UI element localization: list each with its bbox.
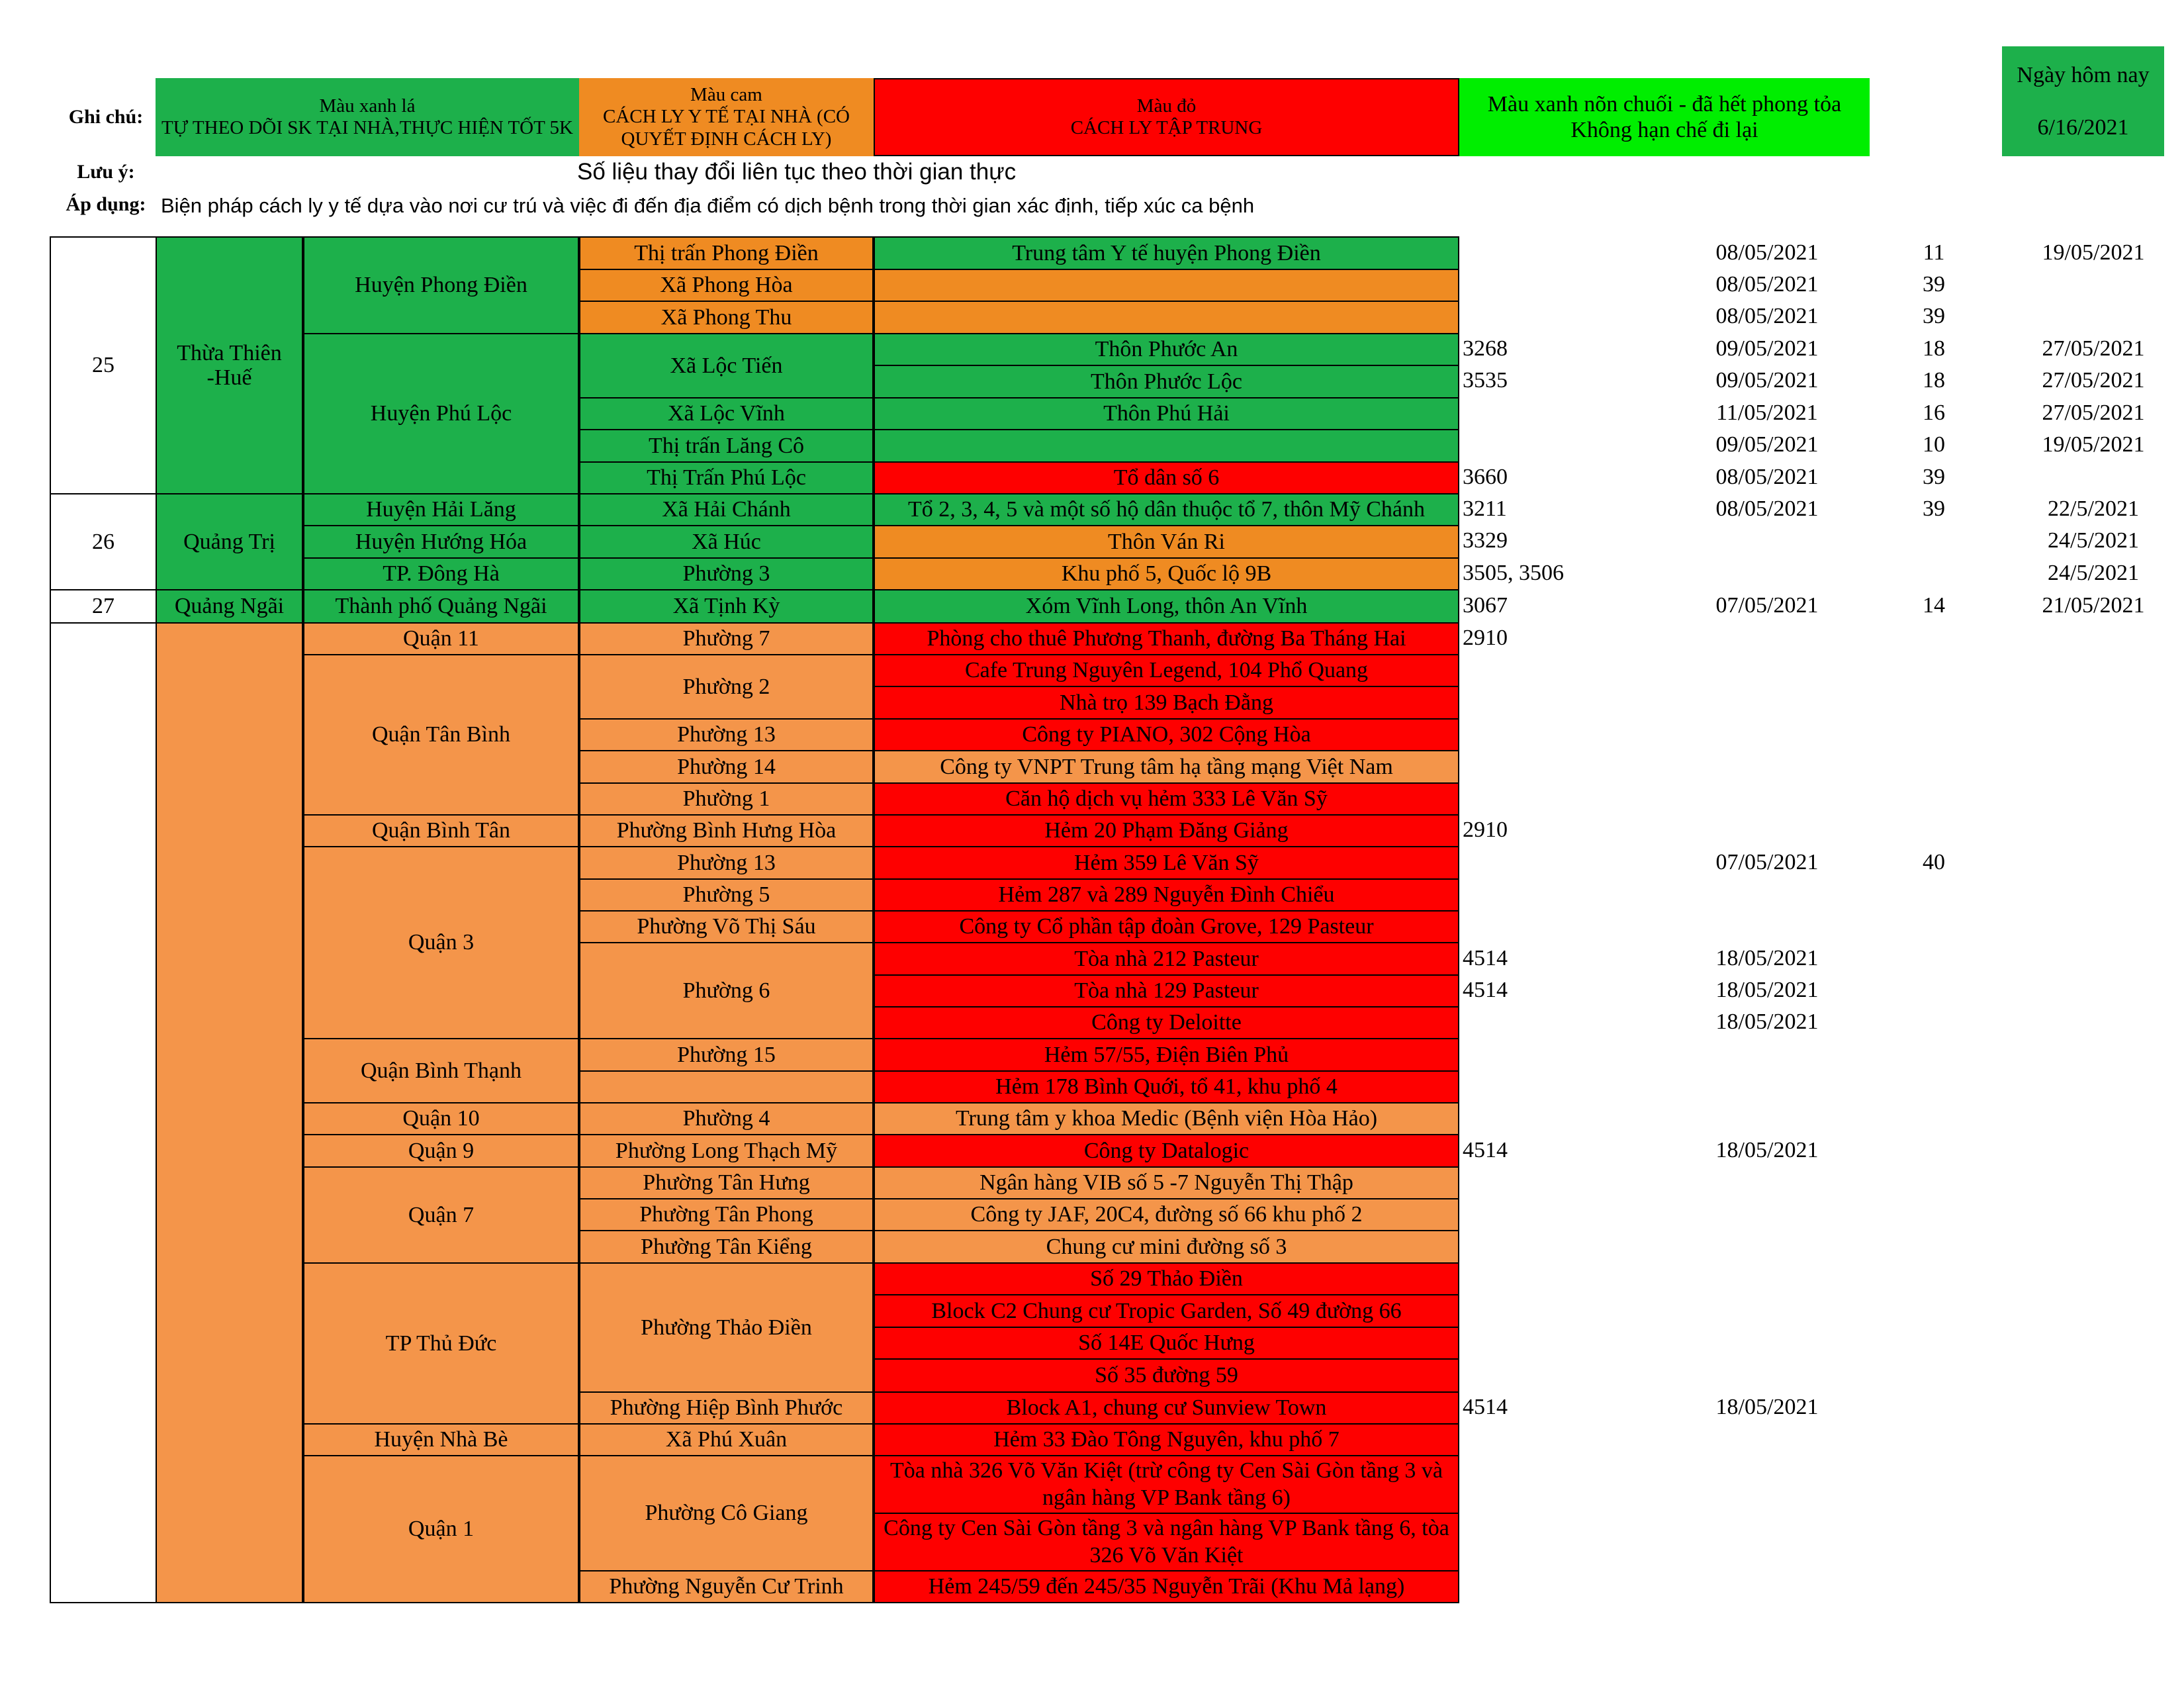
stt-cell-text: 27 bbox=[92, 594, 114, 619]
ward-cell-text: Phường Cô Giang bbox=[645, 1501, 808, 1526]
legend-red-title: Màu đỏ bbox=[1136, 95, 1197, 117]
stt-cell bbox=[50, 622, 156, 1603]
location-cell-text: Tòa nhà 326 Võ Văn Kiệt (trừ công ty Cen Sài Gòn tầng 3 và ngân hàng VP Bank tầng 6) bbox=[890, 1458, 1443, 1510]
district-cell-text: Huyện Phú Lộc bbox=[370, 401, 512, 426]
ward-cell bbox=[579, 557, 874, 590]
location-cell-text: Số 35 đường 59 bbox=[1095, 1363, 1238, 1388]
ward-cell-text: Phường Nguyễn Cư Trinh bbox=[609, 1574, 844, 1599]
luu-y-text: Số liệu thay đổi liên tục theo thời gian thực bbox=[577, 159, 1017, 185]
location-cell bbox=[874, 589, 1459, 624]
ward-cell bbox=[579, 846, 874, 880]
ward-cell bbox=[579, 397, 874, 430]
location-cell-text: Tổ 2, 3, 4, 5 và một số hộ dân thuộc tổ 7, thôn Mỹ Chánh bbox=[907, 496, 1425, 522]
location-cell-text: Tòa nhà 129 Pasteur bbox=[1074, 978, 1259, 1004]
case-code: 3211 bbox=[1463, 496, 1507, 521]
ward-cell-text: Thị trấn Phong Điền bbox=[634, 240, 819, 265]
province-cell bbox=[156, 622, 303, 1603]
ward-cell-text: Xã Lộc Tiến bbox=[670, 353, 783, 378]
case-code: 4514 bbox=[1463, 1395, 1508, 1419]
location-cell-text: Thôn Phước An bbox=[1095, 337, 1238, 362]
location-cell bbox=[874, 1102, 1459, 1135]
district-cell bbox=[303, 846, 579, 1039]
ward-cell-text: Phường Võ Thị Sáu bbox=[637, 914, 816, 939]
location-cell-text: Hẻm 178 Bình Quới, tổ 41, khu phố 4 bbox=[995, 1074, 1338, 1100]
district-cell-text: Quận Bình Tân bbox=[371, 818, 510, 843]
ward-cell-text: Phường 2 bbox=[682, 674, 770, 699]
ward-cell-text: Phường 14 bbox=[677, 754, 776, 779]
location-cell bbox=[874, 718, 1459, 751]
case-code: 3535 bbox=[1463, 368, 1508, 393]
district-cell-text: Quận 9 bbox=[408, 1138, 475, 1163]
district-cell bbox=[303, 1262, 579, 1425]
location-cell-text: Xóm Vĩnh Long, thôn An Vĩnh bbox=[1025, 594, 1308, 619]
province-cell bbox=[156, 236, 303, 494]
start-date: 18/05/2021 bbox=[1715, 1395, 1819, 1419]
location-cell bbox=[874, 397, 1459, 430]
province-cell-text: Quảng Ngãi bbox=[174, 594, 285, 619]
district-cell-text: Quận Tân Bình bbox=[371, 722, 510, 747]
location-cell bbox=[874, 1570, 1459, 1603]
ward-cell bbox=[579, 1230, 874, 1264]
location-cell-text: Công ty JAF, 20C4, đường số 66 khu phố 2 bbox=[970, 1202, 1363, 1227]
ward-cell bbox=[579, 718, 874, 751]
location-cell-text: Ngân hàng VIB số 5 -7 Nguyễn Thị Thập bbox=[979, 1170, 1353, 1196]
location-cell-text: Cafe Trung Nguyên Legend, 104 Phổ Quang bbox=[964, 658, 1369, 683]
end-date: 27/05/2021 bbox=[2042, 368, 2145, 393]
start-date: 07/05/2021 bbox=[1715, 850, 1819, 874]
location-cell-text: Chung cư mini đường số 3 bbox=[1046, 1234, 1287, 1259]
province-cell-text: Quảng Trị bbox=[183, 529, 275, 554]
ward-cell bbox=[579, 1070, 874, 1103]
start-date: 08/05/2021 bbox=[1715, 465, 1819, 489]
stt-cell bbox=[50, 236, 156, 494]
location-cell bbox=[874, 1198, 1459, 1231]
location-cell bbox=[874, 1423, 1459, 1456]
ward-cell bbox=[579, 1102, 874, 1135]
location-cell-text: Phòng cho thuê Phương Thanh, đường Ba Tháng Hai bbox=[927, 626, 1406, 651]
district-cell-text: Quận 3 bbox=[408, 930, 475, 955]
location-cell-text: Tổ dân số 6 bbox=[1113, 465, 1220, 491]
location-cell bbox=[874, 942, 1459, 976]
case-code: 4514 bbox=[1463, 946, 1508, 970]
start-date: 08/05/2021 bbox=[1715, 304, 1819, 328]
ward-cell bbox=[579, 1391, 874, 1425]
legend-orange-title: Màu cam bbox=[690, 83, 762, 105]
case-code: 2910 bbox=[1463, 818, 1508, 842]
today-label: Ngày hôm nay bbox=[2017, 62, 2150, 87]
start-date: 09/05/2021 bbox=[1715, 432, 1819, 457]
location-cell bbox=[874, 236, 1459, 270]
case-code: 4514 bbox=[1463, 1138, 1508, 1162]
start-date: 18/05/2021 bbox=[1715, 978, 1819, 1002]
location-cell-text: Khu phố 5, Quốc lộ 9B bbox=[1061, 561, 1272, 586]
ward-cell-text: Xã Hải Chánh bbox=[662, 497, 791, 522]
end-date: 22/5/2021 bbox=[2048, 496, 2139, 521]
location-cell bbox=[874, 1262, 1459, 1295]
location-cell bbox=[874, 525, 1459, 559]
location-cell bbox=[874, 429, 1459, 463]
location-cell bbox=[874, 365, 1459, 399]
ward-cell-text: Phường 13 bbox=[677, 722, 776, 747]
location-cell bbox=[874, 1327, 1459, 1360]
location-cell bbox=[874, 878, 1459, 912]
ap-dung-text: Biện pháp cách ly y tế dựa vào nơi cư trú và việc đi đến địa điểm có dịch bệnh trong thời gian xác định, tiếp xúc ca bệnh bbox=[161, 194, 1255, 217]
ward-cell-text: Xã Tịnh Kỳ bbox=[672, 594, 780, 619]
location-cell-text: Hẻm 245/59 đến 245/35 Nguyễn Trãi (Khu Mả lạng) bbox=[928, 1574, 1405, 1599]
location-cell bbox=[874, 686, 1459, 720]
ward-cell bbox=[579, 461, 874, 494]
end-date: 19/05/2021 bbox=[2042, 432, 2145, 457]
location-cell-text: Công ty Datalogic bbox=[1083, 1138, 1250, 1163]
district-cell-text: Huyện Hướng Hóa bbox=[355, 529, 527, 554]
location-cell-text: Công ty VNPT Trung tâm hạ tầng mạng Việt Nam bbox=[940, 754, 1393, 779]
location-cell bbox=[874, 1230, 1459, 1264]
province-cell bbox=[156, 493, 303, 590]
location-cell bbox=[874, 814, 1459, 847]
ward-cell bbox=[579, 493, 874, 526]
location-cell-text: Căn hộ dịch vụ hẻm 333 Lê Văn Sỹ bbox=[1005, 786, 1328, 812]
location-cell bbox=[874, 1006, 1459, 1039]
location-cell bbox=[874, 1455, 1459, 1514]
start-date: 18/05/2021 bbox=[1715, 946, 1819, 970]
ward-cell-text: Thị trấn Lăng Cô bbox=[648, 433, 805, 458]
ward-cell bbox=[579, 429, 874, 463]
day-count: 40 bbox=[1923, 850, 1945, 874]
location-cell-text: Hẻm 287 và 289 Nguyễn Đình Chiểu bbox=[998, 882, 1335, 908]
today-value: 6/16/2021 bbox=[2037, 115, 2129, 140]
district-cell-text: Huyện Phong Điền bbox=[355, 273, 527, 298]
ward-cell-text: Xã Húc bbox=[692, 529, 761, 554]
location-cell bbox=[874, 782, 1459, 816]
ward-cell bbox=[579, 269, 874, 302]
day-count: 18 bbox=[1923, 368, 1945, 393]
end-date: 27/05/2021 bbox=[2042, 400, 2145, 425]
location-cell bbox=[874, 333, 1459, 366]
location-cell bbox=[874, 493, 1459, 526]
ward-cell bbox=[579, 301, 874, 334]
legend-lime-text: Không hạn chế đi lại bbox=[1570, 118, 1758, 142]
location-cell bbox=[874, 1358, 1459, 1393]
ap-dung-label: Áp dụng: bbox=[66, 193, 146, 215]
legend-label: Ghi chú: bbox=[68, 106, 144, 128]
location-cell-text: Block A1, chung cư Sunview Town bbox=[1006, 1395, 1327, 1421]
day-count: 16 bbox=[1923, 400, 1945, 425]
day-count: 39 bbox=[1923, 465, 1945, 489]
ward-cell bbox=[579, 589, 874, 624]
end-date: 27/05/2021 bbox=[2042, 336, 2145, 361]
day-count: 39 bbox=[1923, 272, 1945, 297]
legend-red-text: CÁCH LY TẬP TRUNG bbox=[1070, 117, 1263, 138]
location-cell-text: Hẻm 57/55, Điện Biên Phủ bbox=[1044, 1042, 1289, 1067]
location-cell bbox=[874, 1134, 1459, 1168]
case-code: 3268 bbox=[1463, 336, 1508, 361]
location-cell bbox=[874, 1513, 1459, 1571]
start-date: 11/05/2021 bbox=[1716, 400, 1818, 425]
district-cell bbox=[303, 333, 579, 494]
location-cell bbox=[874, 654, 1459, 687]
location-cell bbox=[874, 910, 1459, 943]
end-date: 21/05/2021 bbox=[2042, 593, 2145, 618]
location-cell-text: Số 14E Quốc Hưng bbox=[1078, 1331, 1255, 1356]
table-left-border bbox=[50, 236, 51, 1602]
district-cell-text: Huyện Hải Lăng bbox=[366, 497, 516, 522]
district-cell bbox=[303, 557, 579, 590]
start-date: 18/05/2021 bbox=[1715, 1009, 1819, 1034]
ward-cell bbox=[579, 1166, 874, 1199]
district-cell bbox=[303, 814, 579, 847]
location-cell bbox=[874, 557, 1459, 590]
day-count: 11 bbox=[1923, 240, 1945, 265]
district-cell-text: TP Thủ Đức bbox=[385, 1331, 497, 1356]
ward-cell bbox=[579, 1423, 874, 1456]
start-date: 08/05/2021 bbox=[1715, 496, 1819, 521]
ward-cell-text: Phường 3 bbox=[682, 561, 770, 586]
district-cell-text: Quận 11 bbox=[403, 626, 479, 651]
district-cell bbox=[303, 1455, 579, 1603]
case-code: 3329 bbox=[1463, 528, 1508, 553]
location-cell bbox=[874, 1391, 1459, 1425]
location-cell-text: Nhà trọ 139 Bạch Đằng bbox=[1060, 690, 1273, 715]
district-cell bbox=[303, 654, 579, 816]
ward-cell-text: Xã Phú Xuân bbox=[665, 1427, 788, 1452]
start-date: 09/05/2021 bbox=[1715, 336, 1819, 361]
stt-cell bbox=[50, 589, 156, 624]
location-cell bbox=[874, 1070, 1459, 1103]
ward-cell-text: Phường Tân Kiểng bbox=[641, 1234, 812, 1259]
ward-cell bbox=[579, 622, 874, 655]
ward-cell-text: Phường Long Thạch Mỹ bbox=[615, 1138, 838, 1163]
location-cell-text: Công ty Deloitte bbox=[1091, 1010, 1242, 1035]
district-cell bbox=[303, 1166, 579, 1264]
location-cell bbox=[874, 750, 1459, 784]
district-cell bbox=[303, 525, 579, 559]
ward-cell bbox=[579, 654, 874, 720]
ward-cell bbox=[579, 333, 874, 399]
day-count: 39 bbox=[1923, 496, 1945, 521]
ward-cell bbox=[579, 1198, 874, 1231]
ward-cell-text: Phường 5 bbox=[682, 882, 770, 908]
location-cell bbox=[874, 301, 1459, 334]
ward-cell bbox=[579, 942, 874, 1039]
day-count: 10 bbox=[1923, 432, 1945, 457]
district-cell-text: TP. Đông Hà bbox=[383, 561, 500, 586]
location-cell bbox=[874, 269, 1459, 302]
case-code: 2910 bbox=[1463, 626, 1508, 650]
legend-green-text: TỰ THEO DÕI SK TẠI NHÀ,THỰC HIỆN TỐT 5K bbox=[161, 117, 573, 138]
location-cell-text: Tòa nhà 212 Pasteur bbox=[1074, 946, 1259, 971]
ward-cell bbox=[579, 1262, 874, 1393]
location-cell bbox=[874, 1294, 1459, 1328]
stt-cell bbox=[50, 493, 156, 590]
luu-y-label: Lưu ý: bbox=[77, 161, 135, 183]
district-cell bbox=[303, 1102, 579, 1135]
ward-cell bbox=[579, 1455, 874, 1571]
location-cell-text: Trung tâm Y tế huyện Phong Điền bbox=[1012, 240, 1321, 265]
ward-cell bbox=[579, 910, 874, 943]
case-code: 4514 bbox=[1463, 978, 1508, 1002]
ward-cell-text: Phường 6 bbox=[682, 978, 770, 1003]
ward-cell-text: Phường Thảo Điền bbox=[641, 1315, 812, 1340]
start-date: 07/05/2021 bbox=[1715, 593, 1819, 618]
location-cell-text: Công ty Cổ phần tập đoàn Grove, 129 Pasteur bbox=[959, 914, 1374, 939]
case-code: 3660 bbox=[1463, 465, 1508, 489]
start-date: 18/05/2021 bbox=[1715, 1138, 1819, 1162]
end-date: 24/5/2021 bbox=[2048, 561, 2139, 585]
ward-cell-text: Phường 7 bbox=[682, 626, 770, 651]
district-cell-text: Thành phố Quảng Ngãi bbox=[335, 594, 547, 619]
start-date: 08/05/2021 bbox=[1715, 272, 1819, 297]
ward-cell-text: Thị Trấn Phú Lộc bbox=[647, 465, 806, 491]
district-cell bbox=[303, 1423, 579, 1456]
ward-cell bbox=[579, 1570, 874, 1603]
location-cell-text: Block C2 Chung cư Tropic Garden, Số 49 đường 66 bbox=[931, 1298, 1402, 1323]
district-cell-text: Quận Bình Thạnh bbox=[360, 1058, 522, 1083]
ward-cell-text: Xã Lộc Vĩnh bbox=[668, 401, 785, 426]
legend-lime-title: Màu xanh nõn chuối - đã hết phong tỏa bbox=[1487, 91, 1842, 117]
ward-cell bbox=[579, 525, 874, 559]
ward-cell-text: Phường Hiệp Bình Phước bbox=[610, 1395, 843, 1421]
ward-cell-text: Phường Tân Phong bbox=[639, 1202, 813, 1227]
district-cell-text: Quận 1 bbox=[408, 1517, 475, 1542]
ward-cell-text: Phường 13 bbox=[677, 850, 776, 875]
end-date: 24/5/2021 bbox=[2048, 528, 2139, 553]
stt-cell-text: 26 bbox=[92, 529, 114, 554]
end-date: 19/05/2021 bbox=[2042, 240, 2145, 265]
location-cell bbox=[874, 1166, 1459, 1199]
location-cell-text: Thôn Ván Ri bbox=[1108, 529, 1225, 554]
ward-cell bbox=[579, 1134, 874, 1168]
province-cell bbox=[156, 589, 303, 624]
day-count: 14 bbox=[1923, 593, 1945, 618]
province-cell-text: Thừa Thiên -Huế bbox=[177, 340, 282, 390]
ward-cell bbox=[579, 750, 874, 784]
location-cell bbox=[874, 1038, 1459, 1072]
day-count: 18 bbox=[1923, 336, 1945, 361]
day-count: 39 bbox=[1923, 304, 1945, 328]
location-cell bbox=[874, 974, 1459, 1008]
ward-cell-text: Phường 15 bbox=[677, 1042, 776, 1067]
location-cell-text: Trung tâm y khoa Medic (Bệnh viện Hòa Hảo) bbox=[955, 1106, 1378, 1131]
location-cell bbox=[874, 846, 1459, 880]
case-code: 3505, 3506 bbox=[1463, 561, 1564, 585]
district-cell bbox=[303, 1038, 579, 1103]
location-cell-text: Hẻm 359 Lê Văn Sỹ bbox=[1074, 850, 1259, 875]
case-code: 3067 bbox=[1463, 593, 1508, 618]
ward-cell-text: Phường 4 bbox=[682, 1106, 770, 1131]
legend-green-title: Màu xanh lá bbox=[319, 95, 416, 117]
district-cell-text: Quận 7 bbox=[408, 1202, 475, 1227]
ward-cell-text: Xã Phong Thu bbox=[660, 305, 792, 330]
district-cell-text: Quận 10 bbox=[402, 1106, 480, 1131]
location-cell-text: Hẻm 33 Đào Tông Nguyên, khu phố 7 bbox=[993, 1427, 1340, 1452]
ward-cell bbox=[579, 814, 874, 847]
start-date: 08/05/2021 bbox=[1715, 240, 1819, 265]
ward-cell-text: Phường 1 bbox=[682, 786, 770, 812]
location-cell-text: Công ty Cen Sài Gòn tầng 3 và ngân hàng VP Bank tầng 6, tòa 326 Võ Văn Kiệt bbox=[884, 1515, 1449, 1568]
ward-cell bbox=[579, 878, 874, 912]
start-date: 09/05/2021 bbox=[1715, 368, 1819, 393]
location-cell-text: Thôn Phú Hải bbox=[1103, 401, 1230, 426]
district-cell-text: Huyện Nhà Bè bbox=[374, 1427, 508, 1452]
district-cell bbox=[303, 236, 579, 334]
ward-cell bbox=[579, 236, 874, 270]
ward-cell bbox=[579, 1038, 874, 1072]
district-cell bbox=[303, 493, 579, 526]
location-cell bbox=[874, 461, 1459, 494]
ward-cell-text: Xã Phong Hòa bbox=[660, 273, 793, 298]
district-cell bbox=[303, 1134, 579, 1168]
stt-cell-text: 25 bbox=[92, 353, 114, 378]
location-cell-text: Số 29 Thảo Điền bbox=[1090, 1266, 1243, 1291]
district-cell bbox=[303, 589, 579, 624]
legend-orange-text: CÁCH LY Y TẾ TẠI NHÀ (CÓ QUYẾT ĐỊNH CÁCH LY) bbox=[602, 106, 850, 150]
ward-cell bbox=[579, 782, 874, 816]
location-cell-text: Hẻm 20 Phạm Đăng Giảng bbox=[1044, 818, 1289, 843]
district-cell bbox=[303, 622, 579, 655]
ward-cell-text: Phường Tân Hưng bbox=[643, 1170, 810, 1196]
location-cell-text: Công ty PIANO, 302 Cộng Hòa bbox=[1022, 722, 1311, 747]
ward-cell-text: Phường Bình Hưng Hòa bbox=[616, 818, 837, 843]
location-cell-text: Thôn Phước Lộc bbox=[1090, 369, 1243, 394]
location-cell bbox=[874, 622, 1459, 655]
